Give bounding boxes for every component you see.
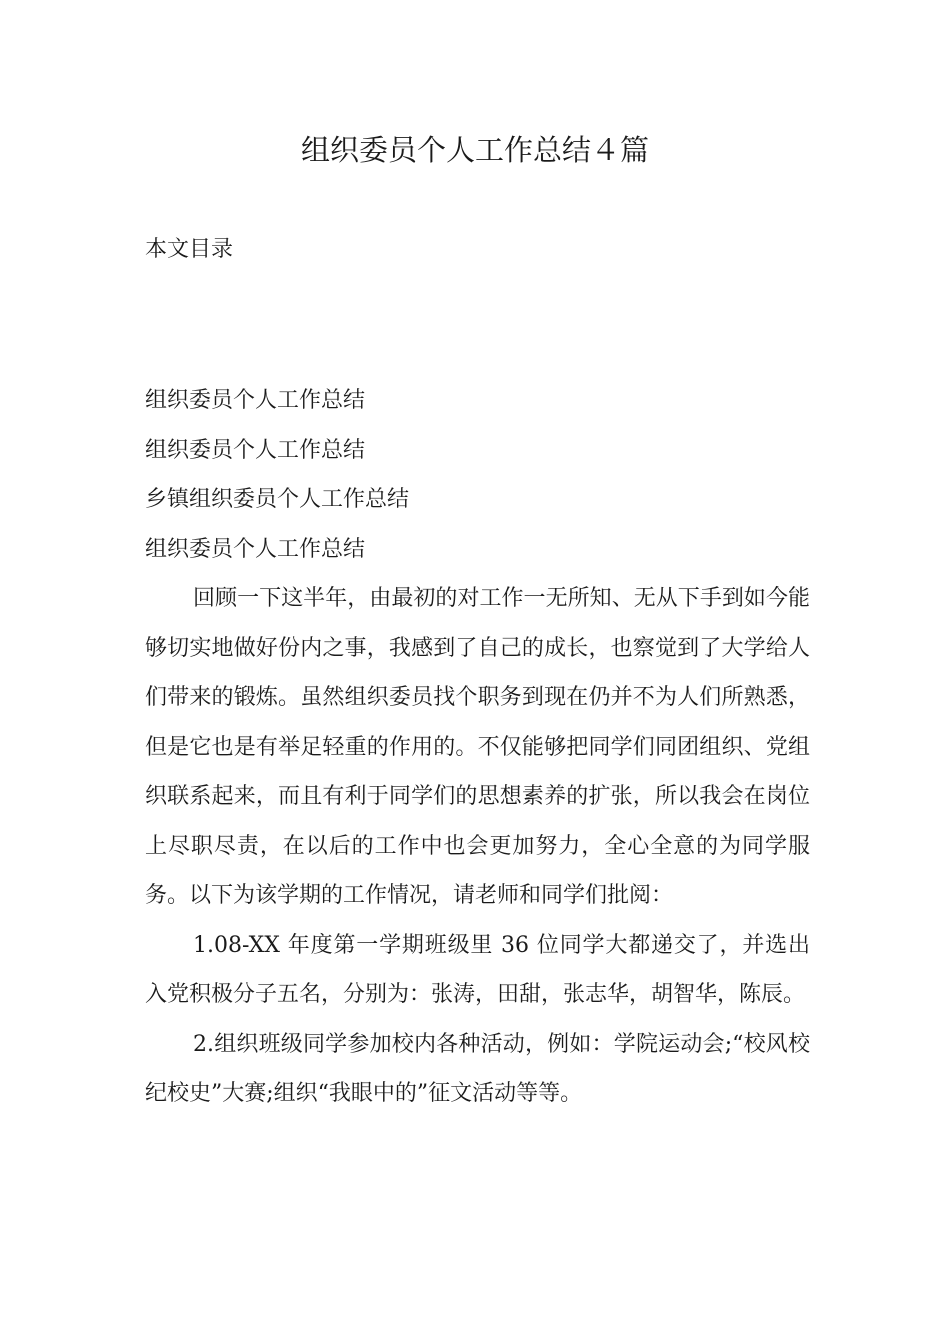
body-paragraph-item-1: 1.08-XX 年度第一学期班级里 36 位同学大都递交了，并选出入党积极分子五名，分别为：张涛，田甜，张志华，胡智华，陈辰。 <box>145 932 810 1007</box>
toc-item[interactable]: 乡镇组织委员个人工作总结 <box>145 487 410 512</box>
toc-item[interactable]: 组织委员个人工作总结 <box>145 437 366 463</box>
toc-item[interactable]: 组织委员个人工作总结 <box>145 388 366 413</box>
toc-item[interactable]: 组织委员个人工作总结 <box>145 536 366 562</box>
body-paragraph-item-2: 2.组织班级同学参加校内各种活动，例如：学院运动会;“校风校纪校史”大赛;组织“我眼中的”征文活动等等。 <box>145 1031 810 1106</box>
body-paragraph-intro: 回顾一下这半年，由最初的对工作一无所知、无从下手到如今能够切实地做好份内之事，我感到了自己的成长，也察觉到了大学给人们带来的锻炼。虽然组织委员找个职务到现在仍并不为人们所熟悉，但是它也是有举足轻重的作用的。不仅能够把同学们同团组织、党组织联系起来，而且有利于同学们的思想素养的扩张，所以我会在岗位上尽职尽责，在以后的工作中也会更加努力，全心全意的为同学服务。以下为该学期的工作情况，请老师和同学们批阅： <box>145 586 810 908</box>
toc-heading: 本文目录 <box>145 237 234 262</box>
document-body <box>145 376 810 1119</box>
document-title: 组织委员个人工作总结４篇 <box>300 133 649 167</box>
